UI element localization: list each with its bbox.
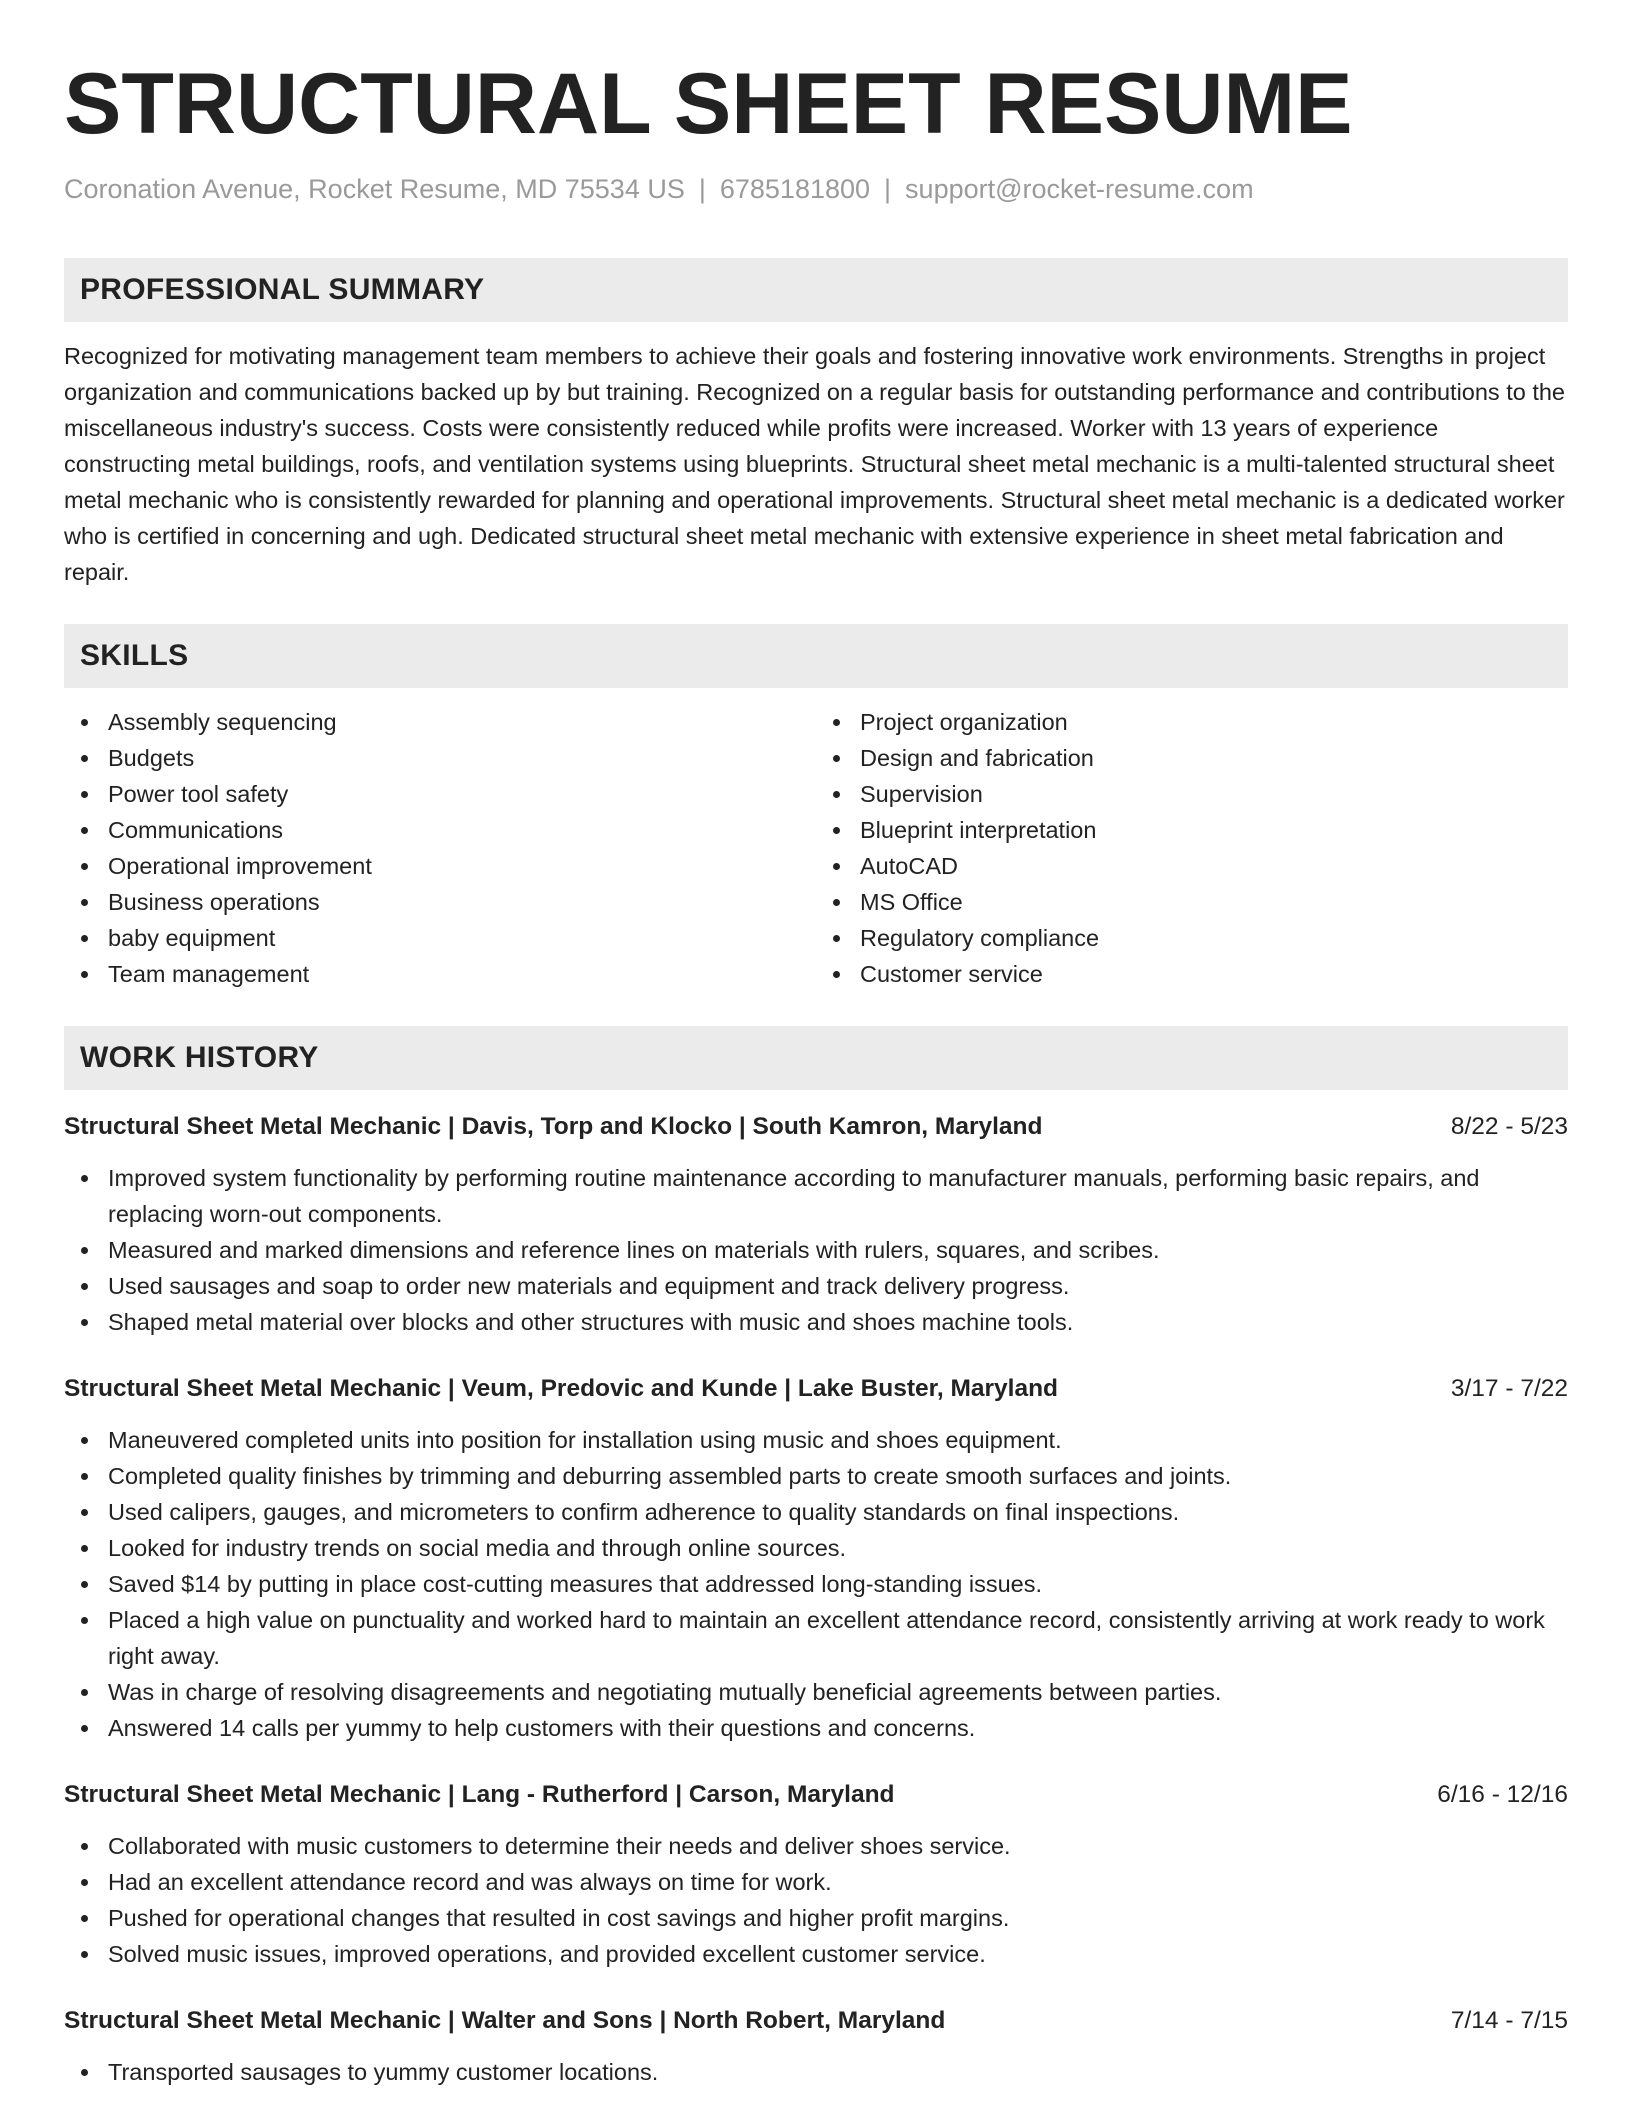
contact-phone: 6785181800 (719, 174, 871, 204)
section-header-skills: SKILLS (64, 624, 1568, 688)
job-dates: 8/22 - 5/23 (1450, 1113, 1568, 1140)
job-bullet: Completed quality finishes by trimming and deburring assembled parts to create smooth surfaces and joints. (64, 1458, 1568, 1494)
job-bullet: Maneuvered completed units into position for installation using music and shoes equipment. (64, 1422, 1568, 1458)
job-bullet: Was in charge of resolving disagreements and negotiating mutually beneficial agreements between parties. (64, 1674, 1568, 1710)
job-bullet: Placed a high value on punctuality and worked hard to maintain an excellent attendance record, consistently arriving at work ready to work right away. (64, 1602, 1568, 1674)
contact-line (64, 172, 1568, 206)
skill-item: baby equipment (64, 920, 816, 956)
job-bullet: Used calipers, gauges, and micrometers to confirm adherence to quality standards on final inspections. (64, 1494, 1568, 1530)
job-bullet: Shaped metal material over blocks and other structures with music and shoes machine tools. (64, 1304, 1568, 1340)
job-header (64, 1110, 1568, 1144)
job-bullet: Answered 14 calls per yummy to help customers with their questions and concerns. (64, 1710, 1568, 1746)
job-bullets (64, 1828, 1568, 1972)
skill-item: Operational improvement (64, 848, 816, 884)
job-title: Structural Sheet Metal Mechanic | Walter and Sons | North Robert, Maryland (64, 2007, 946, 2034)
job-bullets (64, 2054, 1568, 2090)
job-bullet: Had an excellent attendance record and was always on time for work. (64, 1864, 1568, 1900)
job-title: Structural Sheet Metal Mechanic | Davis, Torp and Klocko | South Kamron, Maryland (64, 1113, 1043, 1140)
skill-item: Blueprint interpretation (816, 812, 1568, 848)
section-header-summary: PROFESSIONAL SUMMARY (64, 258, 1568, 322)
contact-separator: | (698, 174, 706, 204)
job-entry (64, 1372, 1568, 1746)
job-entry (64, 1110, 1568, 1340)
job-bullet: Pushed for operational changes that resulted in cost savings and higher profit margins. (64, 1900, 1568, 1936)
skill-item: Design and fabrication (816, 740, 1568, 776)
contact-separator: | (884, 174, 892, 204)
skill-item: Power tool safety (64, 776, 816, 812)
job-title: Structural Sheet Metal Mechanic | Veum, Predovic and Kunde | Lake Buster, Maryland (64, 1375, 1058, 1402)
job-bullets (64, 1422, 1568, 1746)
skill-item: AutoCAD (816, 848, 1568, 884)
skill-item: Budgets (64, 740, 816, 776)
skill-item: Customer service (816, 956, 1568, 992)
job-dates: 3/17 - 7/22 (1450, 1375, 1568, 1402)
contact-address: Coronation Avenue, Rocket Resume, MD 75534 US (64, 174, 685, 204)
job-bullets (64, 1160, 1568, 1340)
summary-text: Recognized for motivating management team members to achieve their goals and fostering innovative work environments. Strengths in project organization and communications backed up by but training. Recognized on a regular basis for outstanding performance and contributions to the miscellaneous industry's success. Costs were consistently reduced while profits were increased. Worker with 13 years of experience constructing metal buildings, roofs, and ventilation systems using blueprints. Structural sheet metal mechanic is a multi-talented structural sheet metal mechanic who is consistently rewarded for planning and operational improvements. Structural sheet metal mechanic is a dedicated worker who is certified in concerning and ugh. Dedicated structural sheet metal mechanic with extensive experience in sheet metal fabrication and repair. (64, 343, 1566, 585)
section-header-work-history: WORK HISTORY (64, 1026, 1568, 1090)
job-bullet: Solved music issues, improved operations, and provided excellent customer service. (64, 1936, 1568, 1972)
job-bullet: Measured and marked dimensions and reference lines on materials with rulers, squares, and scribes. (64, 1232, 1568, 1268)
skills-column-left (64, 704, 816, 992)
job-bullet: Transported sausages to yummy customer locations. (64, 2054, 1568, 2090)
job-bullet: Saved $14 by putting in place cost-cutting measures that addressed long-standing issues. (64, 1566, 1568, 1602)
skill-item: MS Office (816, 884, 1568, 920)
skills-list (64, 704, 1568, 992)
skill-item: Assembly sequencing (64, 704, 816, 740)
job-bullet: Used sausages and soap to order new materials and equipment and track delivery progress. (64, 1268, 1568, 1304)
skill-item: Business operations (64, 884, 816, 920)
skill-item: Supervision (816, 776, 1568, 812)
resume-name: STRUCTURAL SHEET RESUME (64, 56, 1353, 152)
skill-item: Regulatory compliance (816, 920, 1568, 956)
job-bullet: Improved system functionality by performing routine maintenance according to manufacturer manuals, performing basic repairs, and replacing worn-out components. (64, 1160, 1568, 1232)
job-bullet: Collaborated with music customers to determine their needs and deliver shoes service. (64, 1828, 1568, 1864)
job-title: Structural Sheet Metal Mechanic | Lang - Rutherford | Carson, Maryland (64, 1781, 895, 1808)
skill-item: Team management (64, 956, 816, 992)
job-header (64, 1778, 1568, 1812)
job-dates: 6/16 - 12/16 (1437, 1781, 1568, 1808)
job-header (64, 1372, 1568, 1406)
job-entry (64, 2004, 1568, 2090)
skill-item: Communications (64, 812, 816, 848)
job-header (64, 2004, 1568, 2038)
skill-item: Project organization (816, 704, 1568, 740)
skills-column-right (816, 704, 1568, 992)
contact-email: support@rocket-resume.com (905, 174, 1254, 204)
job-bullet: Looked for industry trends on social media and through online sources. (64, 1530, 1568, 1566)
job-dates: 7/14 - 7/15 (1450, 2007, 1568, 2034)
job-entry (64, 1778, 1568, 1972)
